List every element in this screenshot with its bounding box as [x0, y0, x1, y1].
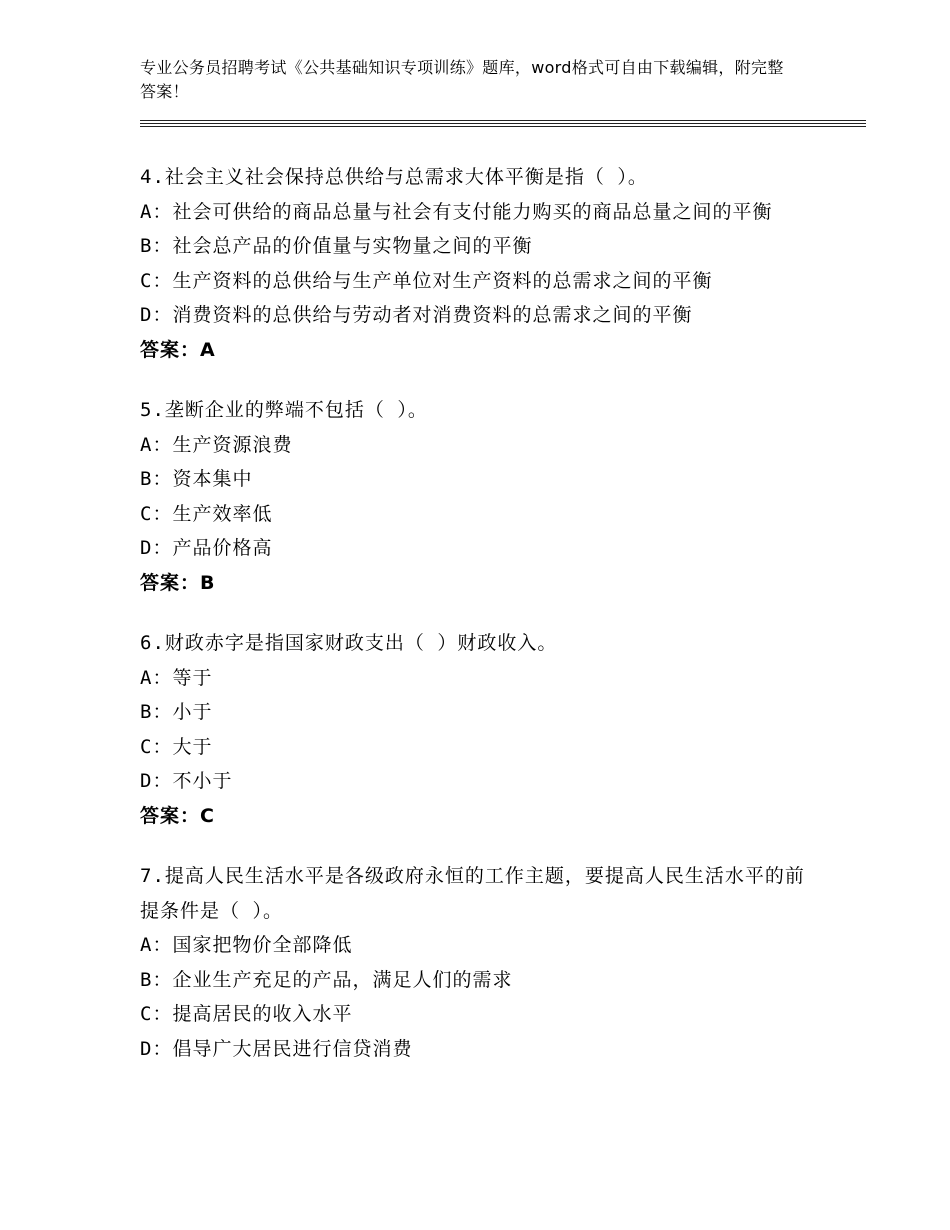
option-text: 小于 — [172, 701, 213, 723]
answer-label: 答案：A — [140, 338, 216, 361]
option-text: 不小于 — [172, 770, 233, 792]
question-4 — [140, 160, 820, 367]
option-text: 产品价格高 — [172, 537, 273, 559]
option-text: 生产资源浪费 — [172, 433, 293, 456]
option-letter: C： — [140, 502, 173, 525]
option-letter: A： — [140, 200, 173, 223]
option-a — [140, 195, 820, 230]
option-a — [140, 928, 820, 963]
option-text: 资本集中 — [172, 468, 253, 490]
option-letter: D： — [140, 537, 173, 559]
option-d — [140, 298, 820, 333]
option-letter: A： — [140, 433, 173, 456]
divider-line — [140, 123, 866, 124]
option-b — [140, 963, 820, 998]
option-d — [140, 1032, 820, 1067]
option-letter: A： — [140, 934, 173, 956]
option-a — [140, 428, 820, 463]
option-text: 倡导广大居民进行信贷消费 — [172, 1037, 413, 1060]
divider-line — [140, 120, 866, 121]
document-header: 专业公务员招聘考试《公共基础知识专项训练》题库，word格式可自由下载编辑，附完整答案！ — [140, 58, 784, 101]
option-text: 企业生产充足的产品，满足人们的需求 — [172, 968, 513, 991]
option-letter: B： — [140, 701, 173, 723]
option-text: 社会总产品的价值量与实物量之间的平衡 — [172, 235, 533, 257]
option-letter: C： — [140, 735, 173, 758]
option-letter: C： — [140, 1003, 173, 1025]
question-6 — [140, 626, 820, 833]
option-letter: A： — [140, 666, 173, 689]
option-d — [140, 531, 820, 566]
option-text: 生产效率低 — [172, 502, 273, 525]
option-c — [140, 497, 820, 532]
option-text: 消费资料的总供给与劳动者对消费资料的总需求之间的平衡 — [172, 304, 693, 326]
option-b — [140, 462, 820, 497]
question-stem: 4.社会主义社会保持总供给与总需求大体平衡是指（ ）。 — [140, 166, 648, 188]
option-text: 大于 — [172, 735, 213, 758]
header-divider — [140, 120, 866, 129]
option-text: 国家把物价全部降低 — [172, 934, 353, 956]
divider-line — [140, 126, 866, 127]
option-a — [140, 661, 820, 696]
option-text: 等于 — [172, 666, 213, 689]
option-c — [140, 264, 820, 299]
option-letter: B： — [140, 468, 173, 490]
option-c — [140, 997, 820, 1032]
answer-label: 答案：C — [140, 804, 215, 827]
option-b — [140, 695, 820, 730]
option-letter: B： — [140, 968, 173, 991]
option-text: 提高居民的收入水平 — [172, 1003, 353, 1025]
question-stem: 7.提高人民生活水平是各级政府永恒的工作主题，要提高人民生活水平的前提条件是（ ）。 — [140, 865, 805, 922]
option-letter: C： — [140, 269, 173, 292]
option-b — [140, 229, 820, 264]
option-c — [140, 730, 820, 765]
question-stem: 5.垄断企业的弊端不包括（ ）。 — [140, 399, 428, 421]
option-letter: D： — [140, 1037, 173, 1060]
answer-label: 答案：B — [140, 571, 216, 594]
question-stem: 6.财政赤字是指国家财政支出（ ）财政收入。 — [140, 632, 558, 654]
option-letter: D： — [140, 770, 173, 792]
question-7 — [140, 859, 820, 1066]
option-text: 生产资料的总供给与生产单位对生产资料的总需求之间的平衡 — [172, 269, 713, 292]
option-letter: B： — [140, 235, 173, 257]
option-letter: D： — [140, 304, 173, 326]
option-d — [140, 764, 820, 799]
option-text: 社会可供给的商品总量与社会有支付能力购买的商品总量之间的平衡 — [172, 200, 773, 223]
question-5 — [140, 393, 820, 600]
question-list — [140, 160, 820, 1092]
